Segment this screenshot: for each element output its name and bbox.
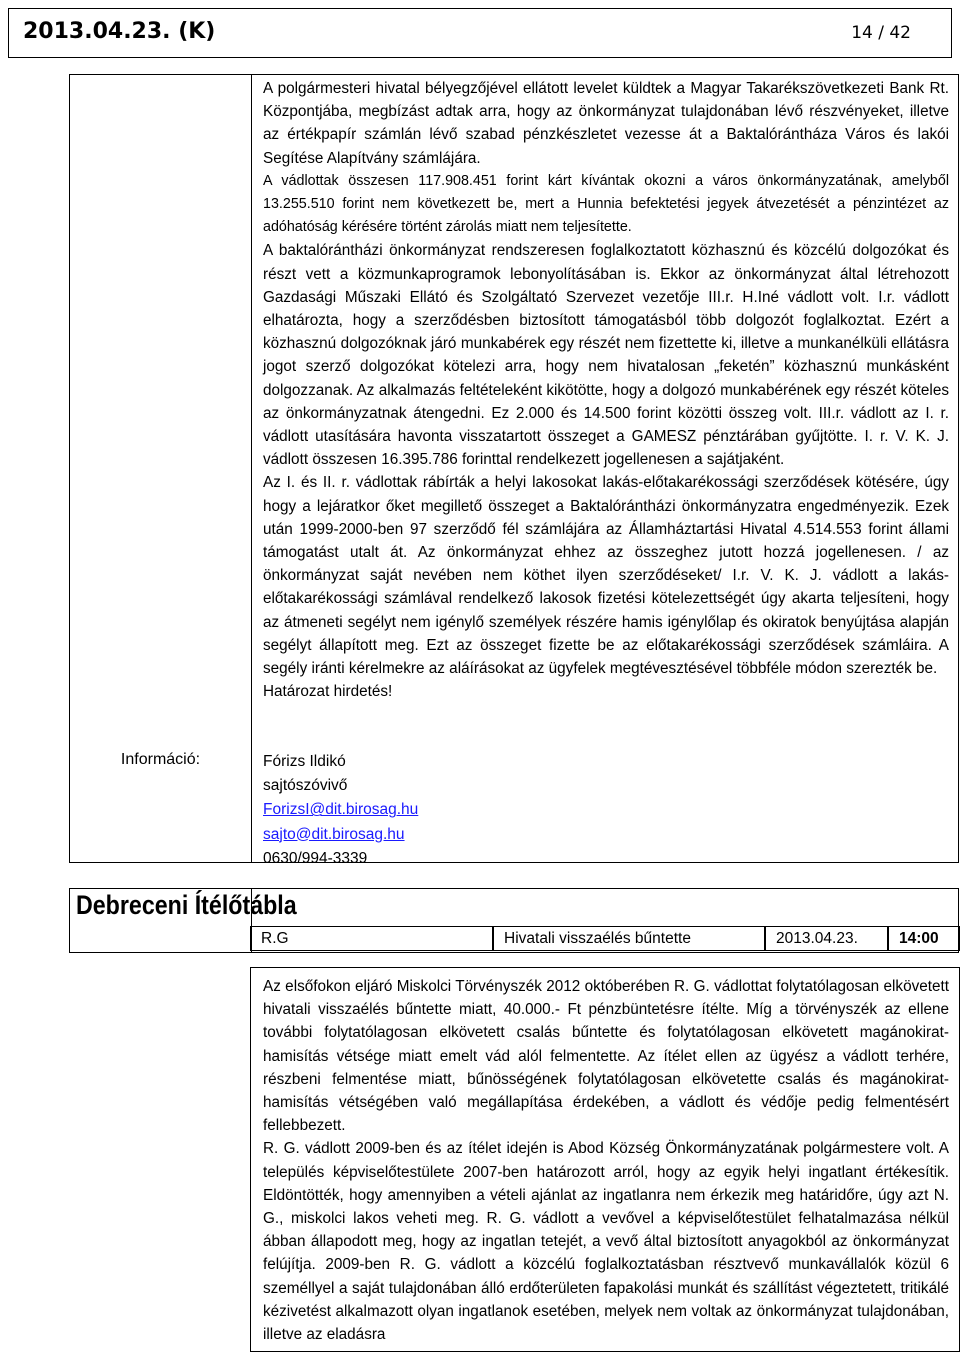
case-date: 2013.04.23. bbox=[765, 926, 888, 951]
case-row bbox=[250, 926, 960, 953]
paragraph: Határozat hirdetés! bbox=[263, 683, 393, 701]
table-divider bbox=[251, 75, 252, 862]
paragraph: R. G. vádlott 2009-ben és az ítélet idején is Abod Község Önkormányzatának polgármestere volt. A település képviselőtestülete 2007-ben határozott arról, hogy az egyik helyi ingatlant értékesítik. Eldöntötték, hogy amennyiben a vételi ajánlat az ingatlanra nem érkezik meg határidőre, úgy azt N. G., miskolci lakos veheti meg. R. G. vádlott a vevővel a képviselőtestület felhatalmazása nélkül ábban állapodott meg, hogy az ingatlan tetejét, a vevő által biztosított anyagokból az önkormányzat felújítja. 2009-ben R. G. vádlott a közcélú foglalkoztatásban résztvevő munkavállalók közül 6 személlyel a saját tulajdonában álló erdőterületen fapakolási munkát és szállítást végeztetett, tritikálé kézivetést alkalmazott olyan ingatlanok esetében, melyek nem voltak az önkormányzat tulajdonában, illetve az eladásra bbox=[263, 1140, 949, 1344]
contact-role: sajtószóvivő bbox=[263, 777, 348, 795]
case-content bbox=[263, 975, 949, 1346]
page-header bbox=[8, 8, 952, 58]
contact-block bbox=[263, 750, 418, 871]
court-title: Debreceni Ítélőtábla bbox=[76, 890, 297, 920]
page-number: 14 / 42 bbox=[851, 23, 911, 43]
email-link[interactable]: sajto@dit.birosag.hu bbox=[263, 825, 405, 843]
paragraph: Az I. és II. r. vádlottak rábírták a helyi lakosokat lakás-előtakarékossági szerződések kötésére, úgy hogy a lejáratkor őket megillető összeget a Baktalórántházi önkormányzatra engedményezik. Ezek után 1999-2000-ben 97 szerződő fél számlájára az Államháztartási Hivatal 4.514.553 forint állami támogatást utalt át. Az önkormányzat ehhez az összeghez jutott hozzá jogellenesen. / az önkormányzat saját nevében nem köthet ilyen szerződéseket/ I.r. V. K. J. vádlott a lakás-előtakarékossági számlával rendelkező lakosok fizetési kötelezettségét úgy akarta teljesíteni, hogy az átmeneti segélyt nem igénylő személyek részére hamis igénylőlap és okiratok benyújtása alapján segélyt állapított meg. Ezt az összeget fizette be az előtakarékossági szerződések számláira. A segély iránti kérelmekre az aláírásokat az ügyfelek megtévesztésével többféle módon szerezték be. bbox=[263, 474, 949, 678]
case-type: Hivatali visszaélés bűntette bbox=[493, 926, 765, 951]
info-content bbox=[263, 77, 949, 703]
paragraph: A polgármesteri hivatal bélyegzőjével ellátott levelet küldtek a Magyar Takarékszövetkezeti Bank Rt. Központjába, megbízást adtak arra, hogy az önkormányzat tulajdonában lévő részvényeket, illetve az értékpapír számlán lévő szabad pénzkészletet vezesse át a Baktalórántháza Város és lakói Segítése Alapítvány számlájára. bbox=[263, 80, 949, 167]
paragraph: A vádlottak összesen 117.908.451 forint kárt kívántak okozni a város önkormányzatának, amelyből 13.255.510 forint nem következett be, mert a Hunnia befektetési jegyek átvezetését a pénzintézet az adóhatóság kérésére történt zárolás miatt nem teljesítette. bbox=[263, 172, 949, 236]
paragraph: Az elsőfokon eljáró Miskolci Törvényszék 2012 októberében R. G. vádlottat folytatólagosan elkövetett hivatali visszaélés bűntette miatt, 40.000.- Ft pénzbüntetésre ítélte. Míg a törvényszék az ellene további folytatólagosan elkövetett csalás bűntette és folytatólagosan elkövetett magánokirat-hamisítás vétsége miatt emelt vád alól felmentette. Az ítélet ellen az ügyész a vádlott terhére, részbeni felmentése miatt, bűnösségének folytatólagosan elkövetette csalás és magánokirat-hamisítás vétségében való megállapítása érdekében, a vádlott és védője pedig felmentésért fellebbezett. bbox=[263, 978, 949, 1135]
contact-phone: 0630/994-3339 bbox=[263, 849, 368, 867]
header-date: 2013.04.23. (K) bbox=[23, 19, 216, 44]
email-link[interactable]: ForizsI@dit.birosag.hu bbox=[263, 801, 419, 819]
info-label: Információ: bbox=[120, 751, 201, 768]
paragraph: A baktalórántházi önkormányzat rendszeresen foglalkoztatott közhasznú és közcélú dolgozókat és részt vett a közmunkaprogramok lebonyolításában is. Ekkor az önkormányzat által létrehozott Gazdasági Műszaki Ellátó és Szolgáltató Szervezet vezetője III.r. H.Iné vádlott volt. I.r. vádlott elhatározta, hogy a szerződésben biztosított támogatásból több dolgozót foglalkoztat. Ezért a közhasznú dolgozóknak járó munkabérek egy részét nem fizettette ki, illetve a munkanélküli ellátásra jogot szerző dolgozókat kötelezi arra, hogy nem hivatalosan „feketén” közhasznú munkásként dolgozzanak. Az alkalmazás feltételeként kikötötte, hogy a dolgozó munkabérének egy részét köteles az önkormányzatnak átengedni. Ez 2.000 és 14.500 forint közötti összeg volt. III.r. vádlott az I. r. vádlott utasítására havonta visszatartott összeget a GAMESZ pénztárában gyűjtötte. I. r. V. K. J. vádlott összesen 16.395.786 forinttal rendelkezett jogellenesen a sajátjaként. bbox=[263, 242, 949, 469]
contact-name: Fórizs Ildikó bbox=[263, 753, 346, 770]
case-initials: R.G bbox=[250, 926, 493, 951]
case-time: 14:00 bbox=[888, 926, 960, 951]
